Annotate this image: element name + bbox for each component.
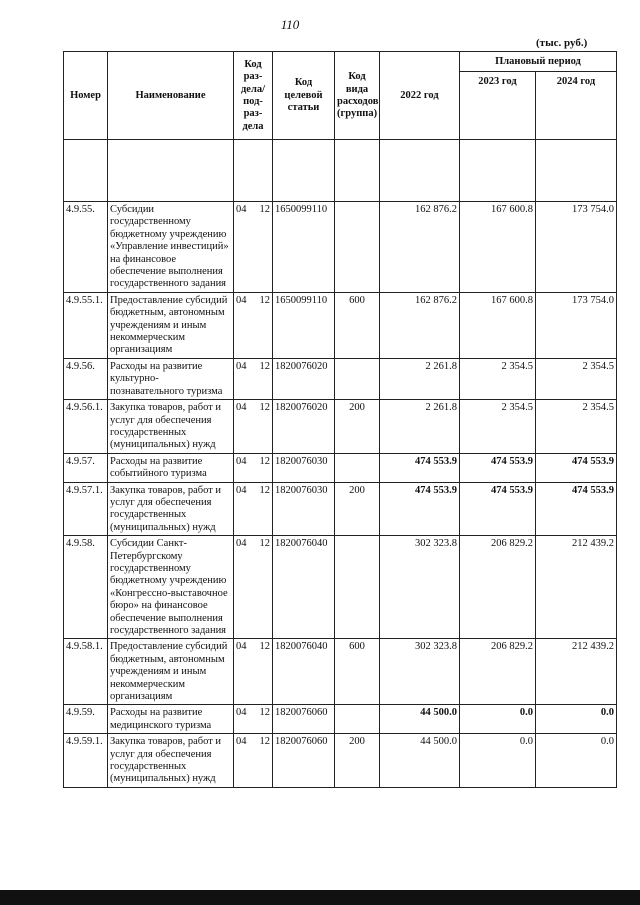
- row-value-2022: 44 500.0: [380, 705, 460, 734]
- row-name: Расходы на развитие медицинского туризма: [108, 705, 234, 734]
- row-section: 04: [236, 455, 247, 467]
- table-row: [64, 400, 617, 454]
- row-target-code: 1820076040: [273, 536, 335, 639]
- row-value-2022: 474 553.9: [380, 453, 460, 482]
- row-expense-code: 200: [335, 482, 380, 536]
- row-value-2022: 2 261.8: [380, 358, 460, 399]
- row-name: Расходы на развитие событийного туризма: [108, 453, 234, 482]
- row-expense-code: 600: [335, 639, 380, 705]
- row-number: 4.9.55.1.: [64, 292, 108, 358]
- row-value-2022: 162 876.2: [380, 292, 460, 358]
- row-target-code: 1820076040: [273, 639, 335, 705]
- row-target-code: 1820076020: [273, 358, 335, 399]
- table-row: [64, 292, 617, 358]
- row-section: 04: [236, 204, 247, 215]
- row-name: Закупка товаров, работ и услуг для обеспечения государственных (муниципальных) нужд: [108, 734, 234, 788]
- row-section: 04: [236, 360, 247, 372]
- row-name: Субсидии Санкт-Петербургскому государственному бюджетному учреждению «Конгрессно-выставочное бюро» на финансовое обеспечение выполнения государственного задания: [108, 536, 234, 639]
- header-plan-period: Плановый период: [460, 52, 617, 72]
- row-name: Закупка товаров, работ и услуг для обеспечения государственных (муниципальных) нужд: [108, 400, 234, 454]
- row-value-2024: 173 754.0: [536, 202, 617, 293]
- row-value-2022: 162 876.2: [380, 202, 460, 293]
- table-row: [64, 705, 617, 734]
- row-number: 4.9.58.: [64, 536, 108, 639]
- table-spacer-row: [64, 140, 617, 202]
- units-label: (тыс. руб.): [536, 37, 588, 49]
- row-value-2022: 302 323.8: [380, 536, 460, 639]
- budget-table: [63, 51, 617, 788]
- row-subsection: 12: [259, 294, 270, 306]
- row-expense-code: 200: [335, 400, 380, 454]
- row-subsection: 12: [259, 736, 270, 748]
- row-value-2024: 474 553.9: [536, 482, 617, 536]
- row-value-2024: 212 439.2: [536, 639, 617, 705]
- row-subsection: 12: [259, 204, 270, 215]
- row-number: 4.9.55.: [64, 202, 108, 293]
- table-row: [64, 536, 617, 639]
- row-subsection: 12: [259, 402, 270, 414]
- row-expense-code: [335, 202, 380, 293]
- scan-edge-band: [0, 890, 640, 905]
- row-number: 4.9.59.1.: [64, 734, 108, 788]
- row-target-code: 1820076030: [273, 453, 335, 482]
- row-target-code: 1820076030: [273, 482, 335, 536]
- row-section-code: [234, 734, 273, 788]
- row-section: 04: [236, 484, 247, 496]
- header-target: Код целевой статьи: [273, 52, 335, 140]
- row-subsection: 12: [259, 707, 270, 719]
- table-row: [64, 453, 617, 482]
- row-section-code: [234, 705, 273, 734]
- row-number: 4.9.56.: [64, 358, 108, 399]
- header-section: Код раз-дела/ под-раз-дела: [234, 52, 273, 140]
- row-expense-code: 200: [335, 734, 380, 788]
- row-value-2023: 0.0: [460, 734, 536, 788]
- row-target-code: 1820076060: [273, 734, 335, 788]
- row-section-code: [234, 536, 273, 639]
- header-number: Номер: [64, 52, 108, 140]
- table-row: [64, 639, 617, 705]
- header-2022: 2022 год: [380, 52, 460, 140]
- table-row: [64, 734, 617, 788]
- row-name: Закупка товаров, работ и услуг для обеспечения государственных (муниципальных) нужд: [108, 482, 234, 536]
- row-target-code: 1650099110: [273, 202, 335, 293]
- row-value-2022: 44 500.0: [380, 734, 460, 788]
- table-row: [64, 358, 617, 399]
- row-name: Субсидии государственному бюджетному учреждению «Управление инвестиций» на финансовое обеспечение выполнения государственного задания: [108, 202, 234, 293]
- row-value-2023: 0.0: [460, 705, 536, 734]
- row-value-2023: 206 829.2: [460, 639, 536, 705]
- row-section-code: [234, 202, 273, 293]
- row-value-2024: 0.0: [536, 734, 617, 788]
- row-value-2023: 167 600.8: [460, 292, 536, 358]
- row-number: 4.9.57.1.: [64, 482, 108, 536]
- row-value-2023: 474 553.9: [460, 453, 536, 482]
- row-number: 4.9.56.1.: [64, 400, 108, 454]
- row-section-code: [234, 358, 273, 399]
- row-subsection: 12: [259, 360, 270, 372]
- table-row: [64, 482, 617, 536]
- row-section: 04: [236, 538, 247, 550]
- row-value-2023: 167 600.8: [460, 202, 536, 293]
- row-section-code: [234, 400, 273, 454]
- table-header-row: [64, 52, 617, 72]
- row-value-2022: 474 553.9: [380, 482, 460, 536]
- header-expense: Код вида расходов (группа): [335, 52, 380, 140]
- row-name: Предоставление субсидий бюджетным, автономным учреждениям и иным некоммерческим организациям: [108, 639, 234, 705]
- row-value-2024: 212 439.2: [536, 536, 617, 639]
- row-number: 4.9.57.: [64, 453, 108, 482]
- row-section: 04: [236, 402, 247, 414]
- row-subsection: 12: [259, 484, 270, 496]
- row-section-code: [234, 292, 273, 358]
- row-name: Предоставление субсидий бюджетным, автономным учреждениям и иным некоммерческим организациям: [108, 292, 234, 358]
- header-2023: 2023 год: [460, 72, 536, 140]
- row-number: 4.9.58.1.: [64, 639, 108, 705]
- row-section: 04: [236, 736, 247, 748]
- row-expense-code: [335, 358, 380, 399]
- row-section: 04: [236, 707, 247, 719]
- row-value-2023: 206 829.2: [460, 536, 536, 639]
- header-2024: 2024 год: [536, 72, 617, 140]
- header-name: Наименование: [108, 52, 234, 140]
- row-target-code: 1650099110: [273, 292, 335, 358]
- row-value-2024: 474 553.9: [536, 453, 617, 482]
- row-expense-code: [335, 536, 380, 639]
- row-value-2022: 302 323.8: [380, 639, 460, 705]
- row-subsection: 12: [259, 538, 270, 550]
- row-subsection: 12: [259, 641, 270, 653]
- row-value-2023: 474 553.9: [460, 482, 536, 536]
- row-section-code: [234, 482, 273, 536]
- row-value-2024: 0.0: [536, 705, 617, 734]
- row-expense-code: 600: [335, 292, 380, 358]
- row-section: 04: [236, 294, 247, 306]
- row-value-2024: 173 754.0: [536, 292, 617, 358]
- row-section: 04: [236, 641, 247, 653]
- table-row: [64, 202, 617, 293]
- row-value-2022: 2 261.8: [380, 400, 460, 454]
- row-number: 4.9.59.: [64, 705, 108, 734]
- page-number: 110: [280, 17, 300, 32]
- row-target-code: 1820076020: [273, 400, 335, 454]
- row-name: Расходы на развитие культурно-познавательного туризма: [108, 358, 234, 399]
- row-expense-code: [335, 453, 380, 482]
- row-target-code: 1820076060: [273, 705, 335, 734]
- row-section-code: [234, 453, 273, 482]
- row-section-code: [234, 639, 273, 705]
- row-expense-code: [335, 705, 380, 734]
- row-value-2024: 2 354.5: [536, 400, 617, 454]
- row-value-2023: 2 354.5: [460, 400, 536, 454]
- row-value-2024: 2 354.5: [536, 358, 617, 399]
- row-subsection: 12: [259, 455, 270, 467]
- row-value-2023: 2 354.5: [460, 358, 536, 399]
